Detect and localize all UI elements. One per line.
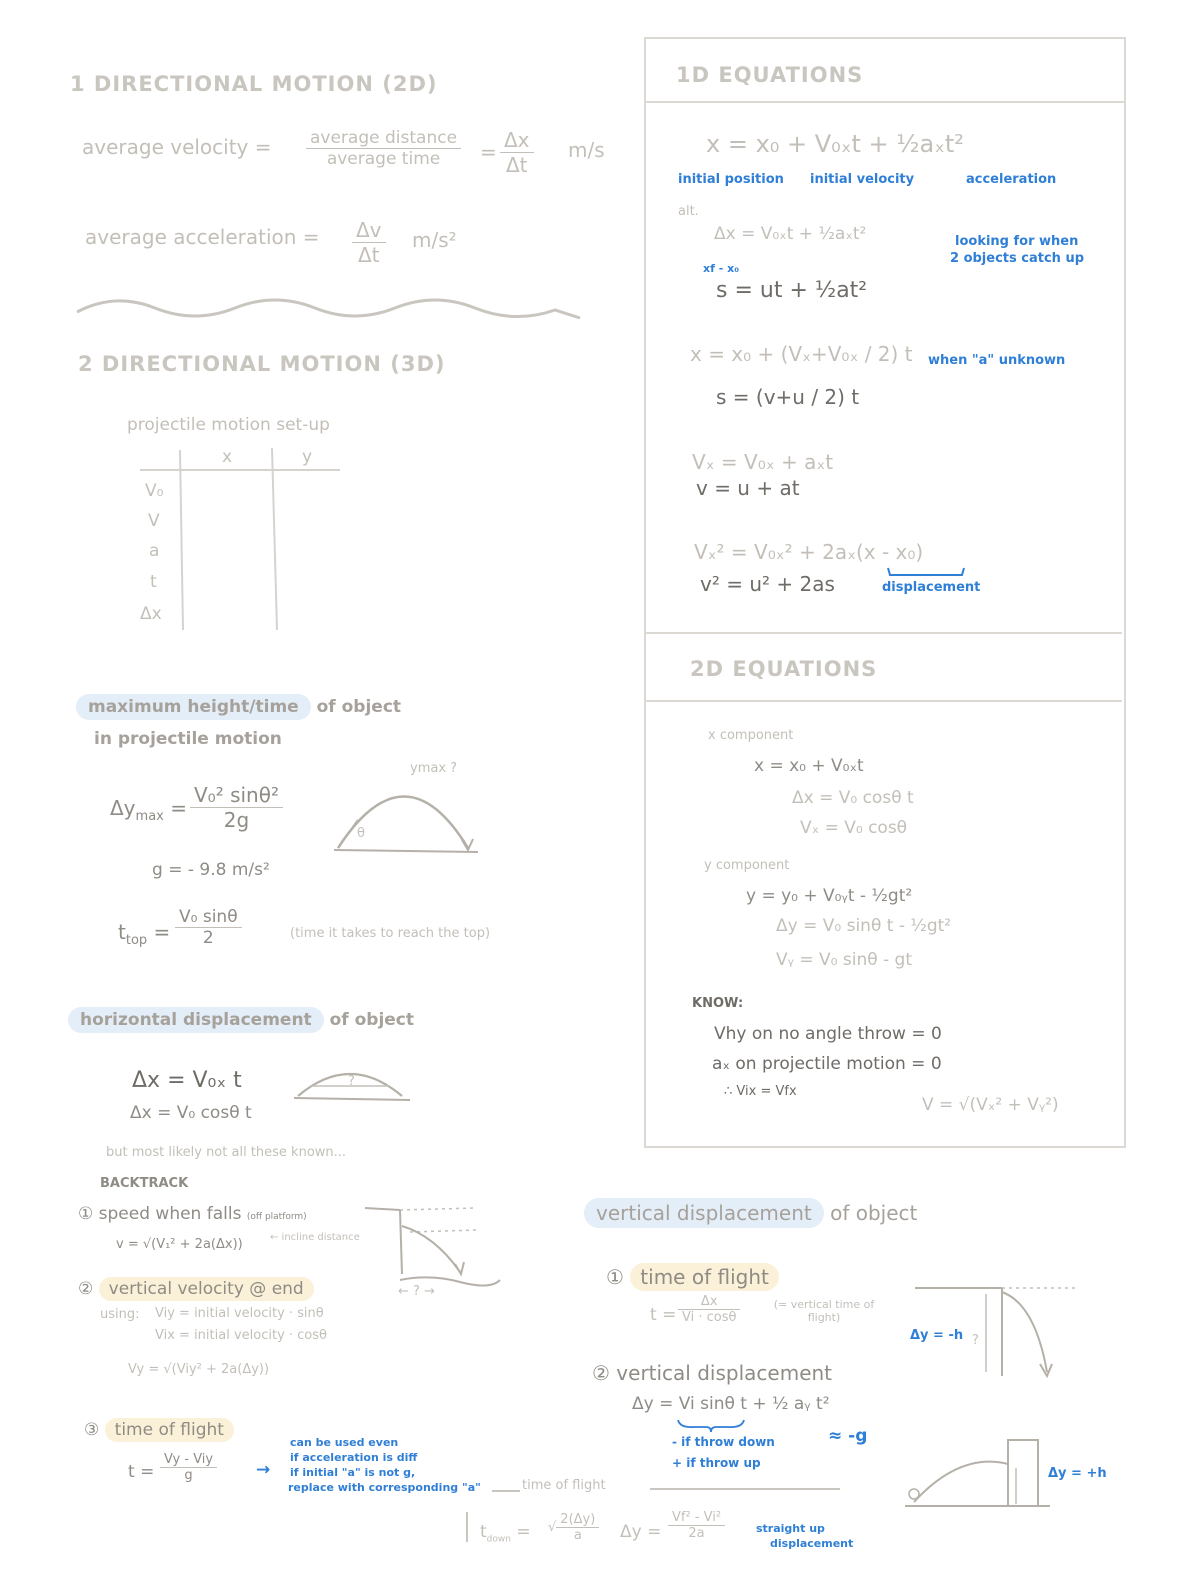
tof-underline-left — [492, 1490, 520, 1492]
bt1-note: ← incline distance — [270, 1232, 360, 1243]
bt3-lhs: t = — [128, 1462, 155, 1482]
theta-label: θ — [357, 826, 365, 841]
eq1b: Δx = V₀ₓt + ½aₓt² — [714, 224, 867, 244]
dt2: Δt — [358, 243, 380, 267]
tdown-fraction: √ $\frac{2(\Delta y)}{a}$ — [548, 1512, 599, 1543]
row-t: t — [150, 572, 157, 592]
v1-label: time of flight — [630, 1263, 779, 1291]
x-eq1: x = x₀ + V₀ₓt — [754, 756, 864, 776]
tdown-eq: = — [516, 1522, 531, 1542]
panel-rule-2 — [646, 632, 1122, 634]
bt3-number: ③ — [84, 1420, 100, 1440]
heading-2d-equations: 2D EQUATIONS — [690, 657, 878, 681]
row-v0: V₀ — [145, 481, 164, 501]
eq2b: s = (v+u / 2) t — [716, 385, 860, 409]
projectile-table — [135, 445, 350, 635]
dy-den: 2a — [688, 1526, 705, 1541]
x-eq2: Δx = V₀ cosθ t — [792, 788, 914, 808]
x-eq3: Vₓ = V₀ cosθ — [800, 818, 908, 838]
vertical-title — [584, 1201, 917, 1225]
dy-fraction — [668, 1510, 725, 1541]
bt3-num: Vy - Viy — [160, 1452, 217, 1468]
straight-up-disp: displacement — [770, 1537, 854, 1550]
row-dx: Δx — [140, 604, 162, 624]
xf-x0: xf - x₀ — [703, 262, 740, 275]
bt3-arrow: → — [256, 1460, 271, 1480]
y-eq1: y = y₀ + V₀ᵧt - ½gt² — [746, 886, 913, 906]
ttop-den: 2 — [202, 928, 214, 948]
bt2-line2: Vix = initial velocity · cosθ — [155, 1328, 327, 1343]
v2-down: - if throw down — [672, 1435, 775, 1449]
avg-velocity-fraction — [306, 128, 461, 169]
know-label: KNOW: — [692, 996, 744, 1011]
dy-minus-h: Δy = -h — [910, 1328, 964, 1343]
heading-2d-motion: 2 DIRECTIONAL MOTION (3D) — [78, 352, 446, 376]
straight-up: straight up — [756, 1522, 825, 1535]
dy-lhs: Δy = — [620, 1522, 662, 1542]
tof-underline-right — [650, 1488, 840, 1490]
dv: Δv — [352, 218, 386, 243]
unit-ms2: m/s² — [412, 228, 457, 252]
v2-up: + if throw up — [672, 1456, 761, 1470]
bt3-fraction — [160, 1452, 217, 1483]
x-component-label: x component — [708, 728, 794, 743]
max-height-line2: in projectile motion — [94, 729, 282, 749]
bt3-note3: if initial "a" is not g, — [290, 1466, 416, 1479]
bt1-eq: v = √(V₁² + 2a(Δx)) — [116, 1237, 243, 1252]
dy-plus-h: Δy = +h — [1048, 1466, 1107, 1481]
vertical-rest: of object — [830, 1201, 918, 1225]
eq1c: s = ut + ½at² — [716, 278, 868, 303]
eq3: Vₓ = V₀ₓ + aₓt — [692, 450, 834, 474]
bt2-eq: Vy = √(Viy² + 2a(Δy)) — [128, 1362, 270, 1377]
bt3 — [84, 1420, 234, 1440]
gravity-value: g = - 9.8 m/s² — [152, 860, 270, 880]
bt3-note2: if acceleration is diff — [290, 1451, 418, 1464]
horiz-eq1: Δx = V₀ₓ t — [132, 1068, 242, 1093]
bt2-label: vertical velocity @ end — [99, 1277, 314, 1301]
know-1: Vhy on no angle throw = 0 — [714, 1024, 942, 1044]
row-a: a — [149, 541, 160, 561]
panel-rule-1 — [646, 101, 1124, 103]
bt2-using: using: — [100, 1307, 140, 1322]
ymax-dy: Δy — [110, 796, 136, 820]
avg-velocity-label: average velocity = — [82, 135, 272, 159]
ymax-sub: max — [135, 809, 164, 824]
bt1-small: (off platform) — [246, 1212, 307, 1222]
horizontal-highlight: horizontal displacement — [68, 1007, 324, 1033]
horiz-eq2: Δx = V₀ cosθ t — [130, 1103, 252, 1123]
v1-fraction — [678, 1294, 740, 1325]
v2-number: ② — [592, 1361, 610, 1385]
tdown-lhs — [480, 1522, 531, 1544]
ymax-question: ymax ? — [410, 761, 458, 776]
incline-fall-diagram — [360, 1196, 510, 1296]
ttop-fraction — [175, 907, 242, 948]
v2-eq: Δy = Vi sinθ t + ½ aᵧ t² — [632, 1394, 830, 1414]
bt1 — [78, 1204, 307, 1224]
ttop-t: t — [118, 920, 126, 944]
panel-rule-3 — [646, 700, 1122, 702]
platform-diagram — [900, 1432, 1060, 1512]
projectile-arc-diagram — [330, 770, 480, 860]
know-3: ∴ Vix = Vfx — [724, 1084, 797, 1099]
bt2 — [78, 1279, 314, 1299]
tdown-bar — [466, 1512, 468, 1542]
label-initial-velocity: initial velocity — [810, 172, 915, 187]
eq4b: v² = u² + 2as — [700, 572, 835, 596]
tdown-den: a — [573, 1528, 582, 1543]
ttop-note: (time it takes to reach the top) — [290, 926, 491, 941]
bt2-number: ② — [78, 1279, 94, 1299]
y-eq2: Δy = V₀ sinθ t - ½gt² — [776, 916, 952, 936]
v1-note: (= vertical time of flight) — [773, 1298, 875, 1324]
dt: Δt — [506, 153, 528, 177]
avg-velocity-den: average time — [326, 149, 441, 169]
bt1-label: speed when falls — [98, 1204, 242, 1224]
ttop-sub: top — [125, 933, 148, 948]
y-component-label: y component — [704, 858, 790, 873]
tdown-t: t — [480, 1522, 487, 1542]
bt3-note4: replace with corresponding "a" — [288, 1481, 481, 1494]
horizontal-title — [68, 1010, 414, 1030]
dv-over-dt — [352, 218, 386, 267]
horiz-question: ? — [348, 1074, 355, 1089]
label-initial-position: initial position — [678, 172, 784, 187]
v1-lhs: t = — [650, 1305, 677, 1325]
max-height-title — [76, 697, 401, 717]
tdown-num: 2(Δy) — [556, 1512, 599, 1528]
v1 — [606, 1265, 779, 1289]
ymax-lhs — [110, 796, 187, 824]
tof-label: time of flight — [522, 1478, 606, 1493]
disp-brace — [886, 566, 966, 578]
max-height-rest: of object — [316, 697, 402, 717]
right-question: ? — [972, 1333, 979, 1348]
unit-ms: m/s — [568, 138, 605, 162]
wavy-divider — [75, 290, 585, 330]
note-catch-2: 2 objects catch up — [950, 251, 1085, 266]
v2-label: vertical displacement — [616, 1361, 833, 1385]
row-v: V — [148, 511, 160, 531]
label-acceleration: acceleration — [966, 172, 1057, 187]
dx-over-dt — [500, 128, 534, 177]
projectile-setup-label: projectile motion set-up — [127, 415, 330, 435]
bt3-note1: can be used even — [290, 1436, 399, 1449]
v2 — [592, 1361, 832, 1385]
col-x: x — [222, 447, 233, 467]
bt3-label: time of flight — [105, 1418, 234, 1442]
dy-num: Vf² - Vi² — [668, 1510, 725, 1526]
know-2: aₓ on projectile motion = 0 — [712, 1054, 942, 1074]
y-eq3: Vᵧ = V₀ sinθ - gt — [776, 950, 913, 970]
eq1: x = x₀ + V₀ₓt + ½aₓt² — [706, 130, 964, 158]
v2-g: ≈ -g — [828, 1426, 868, 1446]
bt1-number: ① — [78, 1204, 94, 1224]
v1-num: Δx — [678, 1294, 740, 1310]
ttop-num: V₀ sinθ — [175, 907, 242, 928]
dx: Δx — [500, 128, 534, 153]
v2-brace — [676, 1418, 746, 1434]
not-all-known: but most likely not all these known... — [106, 1145, 347, 1160]
ttop-lhs — [118, 920, 170, 948]
v1-number: ① — [606, 1265, 624, 1289]
col-y: y — [302, 447, 313, 467]
horizontal-rest: of object — [329, 1010, 415, 1030]
ymax-fraction — [190, 783, 283, 832]
avg-velocity-num: average distance — [306, 128, 461, 149]
note-catch-1: looking for when — [955, 234, 1079, 249]
tdown-sub: down — [486, 1534, 511, 1545]
eq2: x = x₀ + (Vₓ+V₀ₓ / 2) t — [690, 342, 913, 366]
max-height-highlight: maximum height/time — [76, 694, 311, 720]
eq4: Vₓ² = V₀ₓ² + 2aₓ(x - x₀) — [694, 540, 924, 564]
equals-sign: = — [480, 140, 497, 164]
heading-1d-motion: 1 DIRECTIONAL MOTION (2D) — [70, 72, 438, 96]
note-a-unknown: when "a" unknown — [928, 353, 1066, 368]
vertical-highlight: vertical displacement — [584, 1198, 824, 1228]
avg-acceleration-label: average acceleration = — [85, 225, 320, 249]
bt3-den: g — [184, 1468, 193, 1483]
eq3b: v = u + at — [696, 476, 800, 500]
ymax-den: 2g — [223, 808, 250, 832]
ymax-eq: = — [170, 796, 187, 820]
ymax-num: V₀² sinθ² — [190, 783, 283, 808]
heading-1d-equations: 1D EQUATIONS — [676, 63, 864, 87]
displacement-label: displacement — [882, 580, 981, 595]
bt2-line1: Viy = initial velocity · sinθ — [155, 1306, 324, 1321]
velocity-magnitude: V = √(Vₓ² + Vᵧ²) — [922, 1095, 1059, 1115]
ttop-eq: = — [153, 920, 171, 944]
v1-den: Vi · cosθ — [682, 1310, 737, 1325]
backtrack-label: BACKTRACK — [100, 1176, 189, 1191]
bt-question: ← ? → — [398, 1284, 435, 1299]
alt-label: alt. — [678, 204, 699, 219]
